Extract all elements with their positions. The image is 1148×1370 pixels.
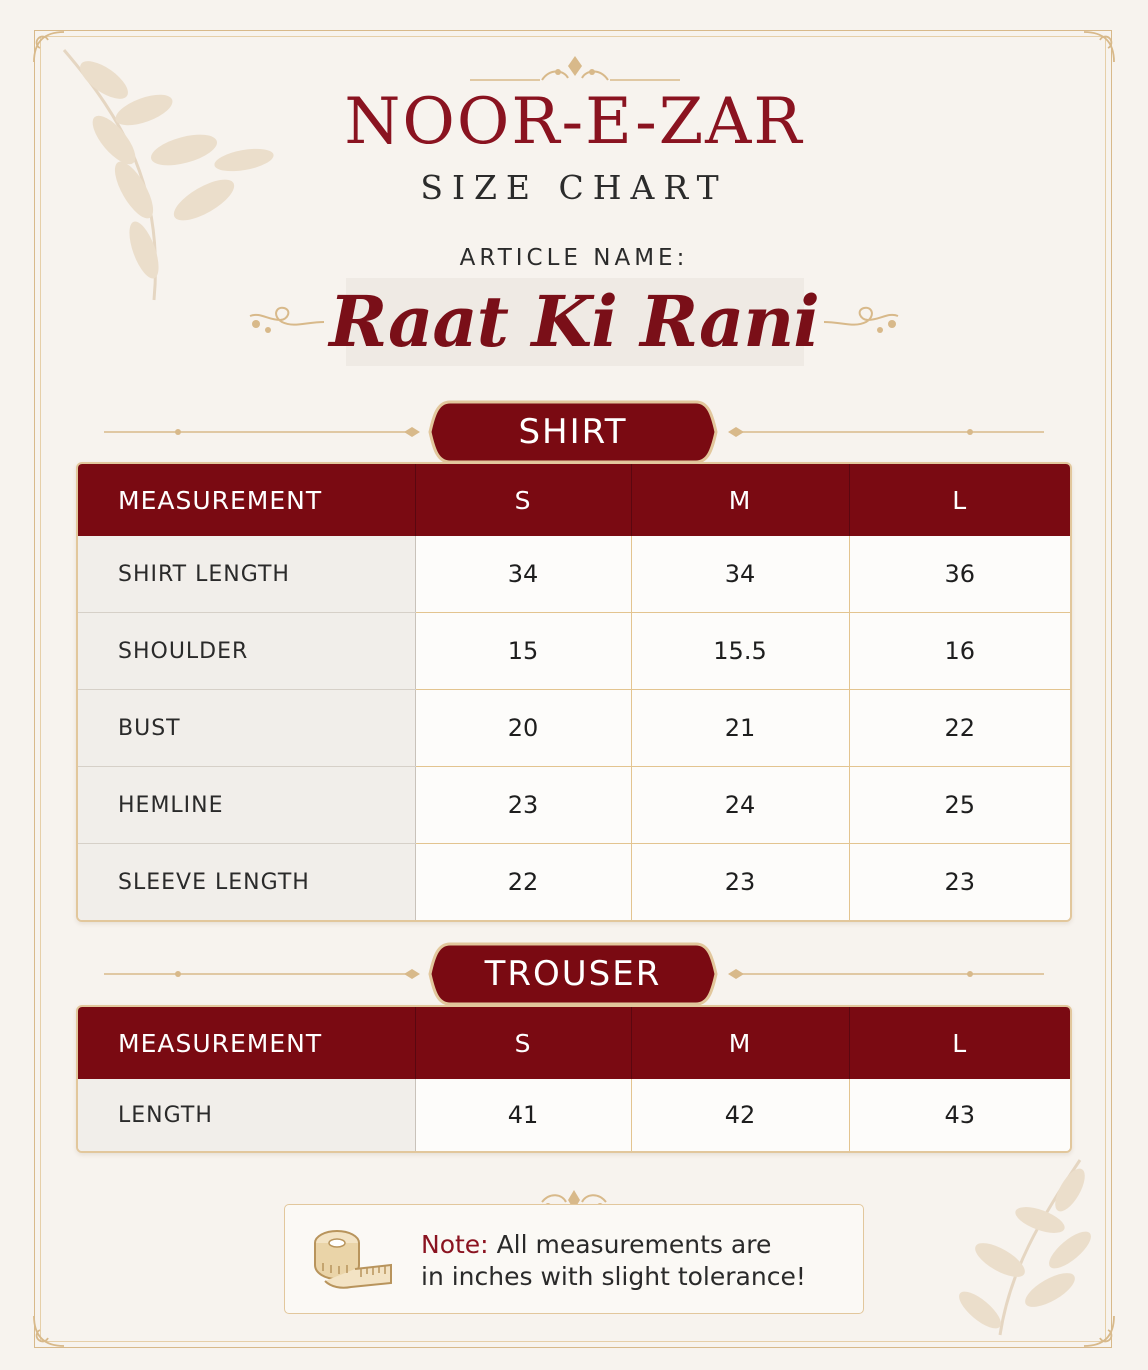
corner-ornament-icon (30, 1312, 68, 1350)
note-label: Note: (421, 1230, 489, 1259)
cell-value: 15 (415, 613, 631, 690)
brand-title: NOOR-E-ZAR (344, 85, 804, 159)
cell-value: 22 (849, 690, 1070, 767)
header-size-m: M (631, 464, 849, 536)
cell-value: 36 (849, 536, 1070, 613)
cell-value: 25 (849, 767, 1070, 844)
article-label: ARTICLE NAME: (459, 245, 689, 271)
corner-ornament-icon (1080, 28, 1118, 66)
cell-value: 21 (631, 690, 849, 767)
trouser-size-table (76, 1005, 1072, 1153)
ornament-flourish-icon (822, 298, 902, 342)
note-line-2: in inches with slight tolerance! (421, 1262, 806, 1291)
table-row (78, 690, 1070, 767)
header-measurement: MEASUREMENT (78, 464, 415, 536)
shirt-section-badge (428, 400, 718, 464)
cell-value: 43 (849, 1079, 1070, 1151)
cell-value: 34 (415, 536, 631, 613)
note-text (421, 1229, 851, 1293)
table-row (78, 844, 1070, 921)
header-size-m: M (631, 1007, 849, 1079)
note-box (284, 1204, 864, 1314)
table-row (78, 1079, 1070, 1151)
cell-value: 24 (631, 767, 849, 844)
note-line-1: All measurements are (496, 1230, 772, 1259)
trouser-section-badge (428, 942, 718, 1006)
cell-value: 23 (849, 844, 1070, 921)
table-header-row (78, 464, 1070, 536)
row-label: SHOULDER (78, 613, 415, 690)
header-size-s: S (415, 1007, 631, 1079)
cell-value: 23 (415, 767, 631, 844)
table-row (78, 536, 1070, 613)
cell-value: 15.5 (631, 613, 849, 690)
row-label: SLEEVE LENGTH (78, 844, 415, 921)
header-size-l: L (849, 1007, 1070, 1079)
shirt-size-table (76, 462, 1072, 922)
trouser-section-title: TROUSER (484, 954, 662, 994)
header-size-l: L (849, 464, 1070, 536)
cell-value: 41 (415, 1079, 631, 1151)
header-measurement: MEASUREMENT (78, 1007, 415, 1079)
table-header-row (78, 1007, 1070, 1079)
cell-value: 42 (631, 1079, 849, 1151)
table-row (78, 767, 1070, 844)
row-label: LENGTH (78, 1079, 415, 1151)
cell-value: 34 (631, 536, 849, 613)
cell-value: 20 (415, 690, 631, 767)
table-row (78, 613, 1070, 690)
tape-measure-icon (311, 1225, 395, 1297)
cell-value: 22 (415, 844, 631, 921)
row-label: HEMLINE (78, 767, 415, 844)
article-name: Raat Ki Rani (329, 280, 819, 363)
shirt-section-title: SHIRT (518, 412, 628, 452)
cell-value: 16 (849, 613, 1070, 690)
chart-subtitle: SIZE CHART (420, 168, 728, 207)
cell-value: 23 (631, 844, 849, 921)
row-label: SHIRT LENGTH (78, 536, 415, 613)
leaf-branch-decoration (930, 1150, 1110, 1340)
header-size-s: S (415, 464, 631, 536)
row-label: BUST (78, 690, 415, 767)
ornament-flourish-icon (246, 298, 326, 342)
